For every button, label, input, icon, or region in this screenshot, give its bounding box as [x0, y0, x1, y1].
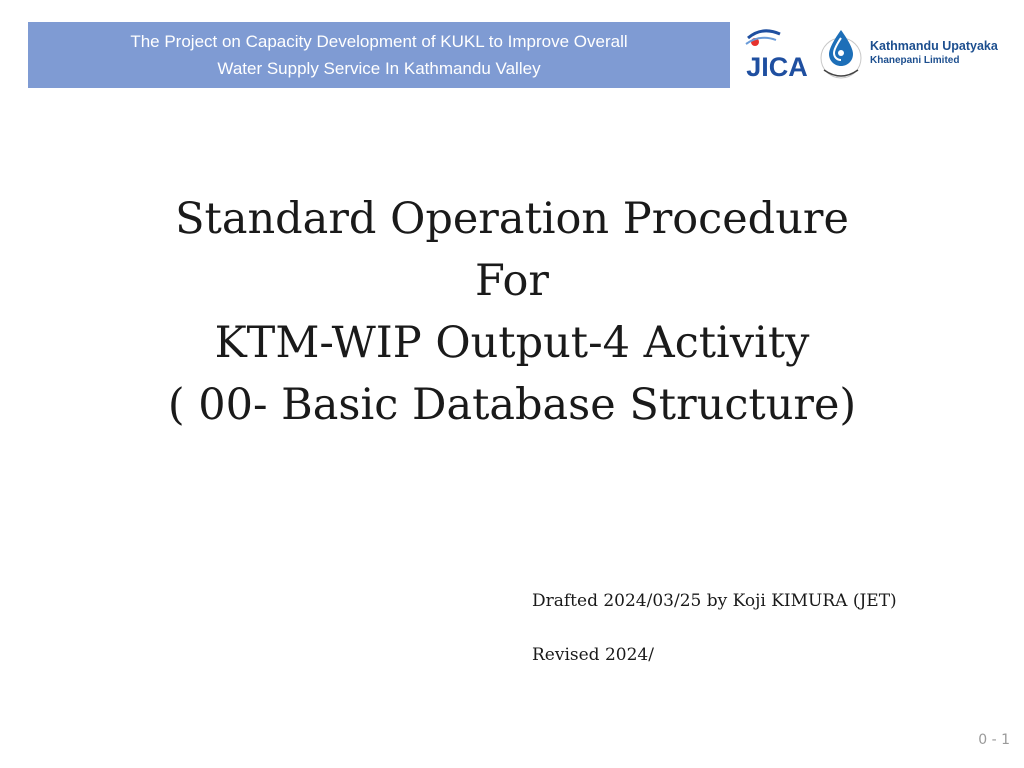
title-line-1: Standard Operation Procedure	[175, 194, 849, 244]
kukl-name-line-2: Khanepani Limited	[870, 55, 960, 66]
banner-line-2: Water Supply Service In Kathmandu Valley	[217, 59, 541, 78]
title-line-3: KTM-WIP Output-4 Activity	[214, 318, 810, 368]
revised-text: Revised 2024/	[532, 645, 654, 665]
logo-area	[742, 26, 1012, 86]
jica-logo	[742, 28, 812, 84]
jica-logo-text: JICA	[746, 52, 808, 82]
project-banner	[28, 22, 730, 88]
title-line-4: ( 00- Basic Database Structure)	[167, 380, 857, 430]
title-line-2: For	[475, 256, 549, 306]
drafted-text: Drafted 2024/03/25 by Koji KIMURA (JET)	[532, 591, 897, 611]
kukl-name	[870, 38, 998, 67]
kukl-name-line-1: Kathmandu Upatyaka	[870, 39, 998, 53]
water-drop-emblem-icon	[818, 26, 864, 84]
page-number: 0 - 1	[978, 732, 1010, 748]
document-meta	[532, 588, 897, 668]
document-title	[0, 188, 1024, 436]
banner-line-1: The Project on Capacity Development of KUKL to Improve Overall	[130, 32, 628, 51]
